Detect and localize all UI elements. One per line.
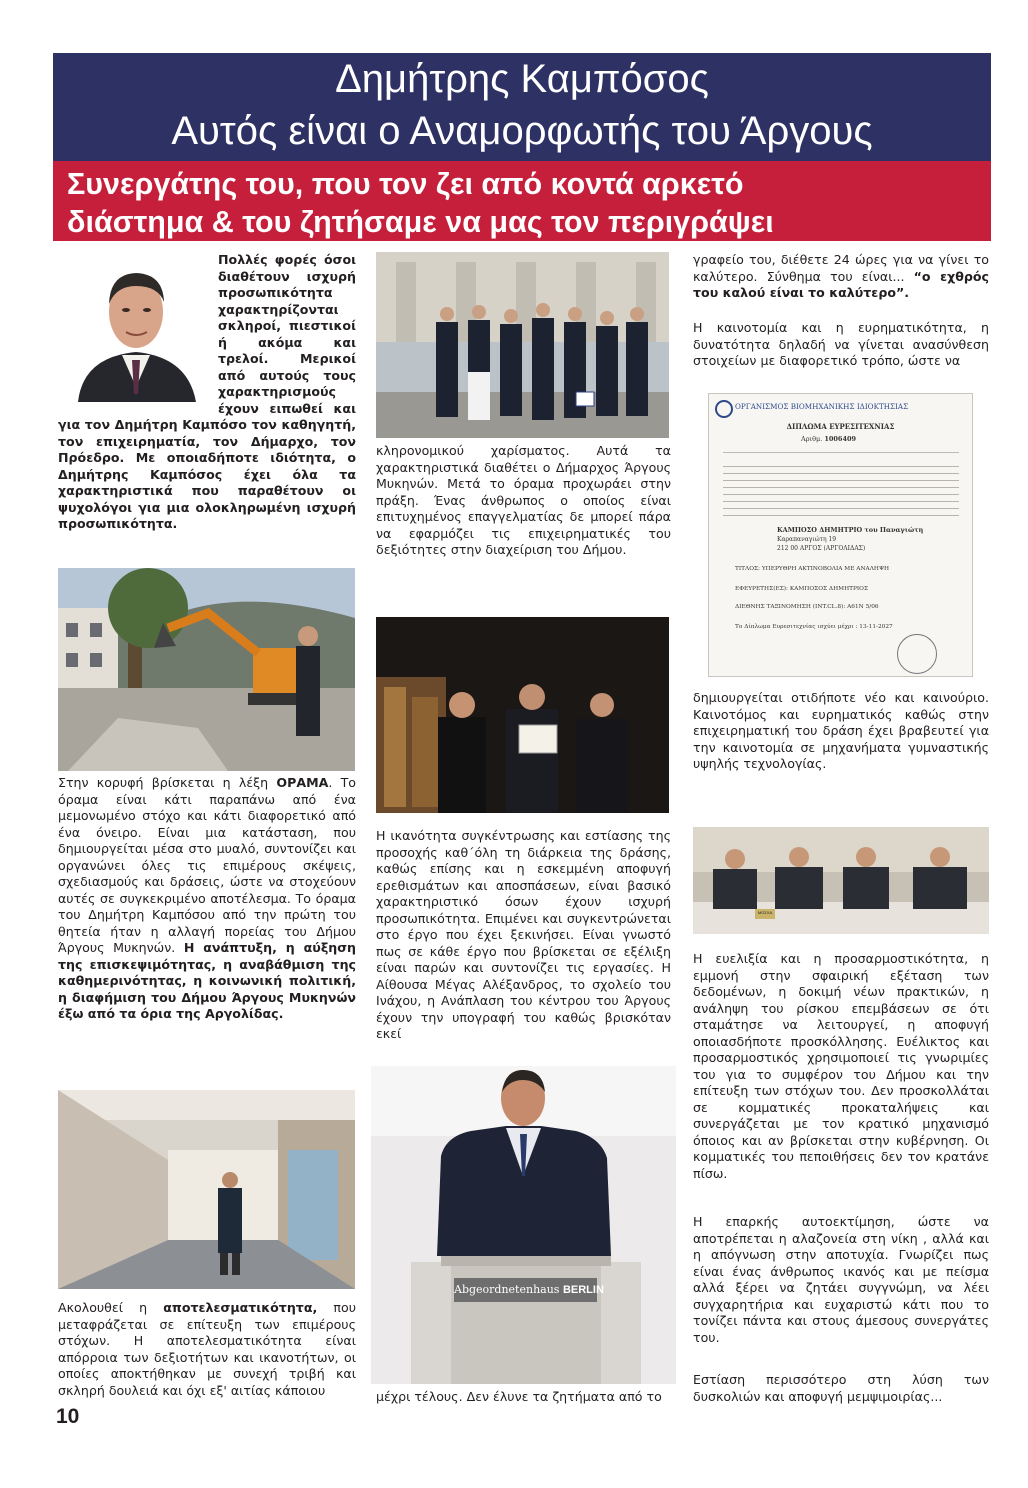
flexibility-paragraph: Η ευελιξία και η προσαρμοστικότητα, η εμμονή στην σφαιρική εξέταση των δεδομένων, η δοκιμή νέων πρακτικών, η ανάληψη του ρίσκου επεμβάσεων σε ότι σταμάτησε να λειτουργεί, η αποφυγή οποιασδήποτε προσκόλλησης. Ευέλικτος και προσαρμοστικός χρησιμοποιεί τις γνωριμίες του για το συμφέρον του Δήμου και την επίτευξη των στόχων του. Δεν προσκολλάται σε κομματικές προκαταλήψεις και συνεργάζεται με τον κρατικό μηχανισμό όποιος και αν βρίσκεται στην κυβέρνηση. Οι κομματικές του πεποιθήσεις δεν τον κρατάνε πίσω.: [693, 951, 989, 1181]
office-paragraph: γραφείο του, διέθετε 24 ώρες για να γίνει το καλύτερο. Σύνθημα του είναι... “ο εχθρός του καλού είναι το καλύτερο”.: [693, 252, 989, 300]
award-photo: [376, 617, 669, 813]
patent-certificate: ΟΡΓΑΝΙΣΜΟΣ ΒΙΟΜΗΧΑΝΙΚΗΣ ΙΔΙΟΚΤΗΣΙΑΣ ΔΙΠΛΩΜΑ ΕΥΡΕΣΙΤΕΧΝΙΑΣ Αριθμ. 1006409 ΚΑΜΠΟΣΟ ΔΗΜΗΤΡΙΟ του Παναγιώτη Καραπαναγιώτη 19 212 00 ΑΡΓΟΣ (ΑΡΓΟΛΙΔΑΣ) ΤΙΤΛΟΣ: ΥΠΕΡΥΘΡΗ ΑΚΤΙΝΟΒΟΛΙΑ ΜΕ ΑΝΑΛΗΨΗ ΕΦΕΥΡΕΤΗΣ(ΕΣ): ΚΑΜΠΟΣΟΣ ΔΗΜΗΤΡΙΟΣ ΔΙΕΘΝΗΣ ΤΑΞΙΝΟΜΗΣΗ (INT.CL.8): A61N 5/06 Το Δίπλωμα Ευρεσιτεχνίας ισχύει μέχρι : 13-11-2027: [708, 393, 973, 677]
charisma-paragraph: κληρονομικού χαρίσματος. Αυτά τα χαρακτηριστικά διαθέτει ο Δήμαρχος Άργους Μυκηνών. Μετά το όραμα προχωράει στην πράξη. Ένας άνθρωπος ο οποίος είναι επιτυχημένος επαγγελματίας δε μπορεί πάρα να εφαρμόζει τις επιχειρηματικές του δεξιότητες στην διαχείριση του Δήμου.: [376, 443, 671, 557]
corridor-photo: [58, 1090, 355, 1289]
intro-paragraph: Πολλές φορές όσοι διαθέτουν ισχυρή προσωπικότητα χαρακτηρίζονται σκληροί, πιεστικοί ή ακόμα και τρελοί. Μερικοί από αυτούς τους χαρακτηρισμούς έχουν ειπωθεί και για τον Δημήτρη Καμπόσο τον καθηγητή, τον επιχειρηματία, τον Δήμαρχο, τον Πρόεδρο. Με οποιαδήποτε ιδιότητα, ο Δημήτρης Καμπόσος έχει όλα τα χαρακτηριστικά που παραθέτουν οι ψυχολόγοι για μια ολοκληρωμένη ισχυρή προσωπικότητα.: [58, 252, 356, 531]
effectiveness-keyword: αποτελεσματικότητα,: [163, 1300, 318, 1315]
official-stamp: [897, 634, 937, 674]
headline-banner: [53, 53, 991, 161]
certificate-number: 1006409: [824, 435, 857, 443]
vision-keyword: ΟΡΑΜΑ: [276, 775, 329, 790]
certificate-title: ΔΙΠΛΩΜΑ ΕΥΡΕΣΙΤΕΧΝΙΑΣ: [786, 422, 895, 431]
effectiveness-paragraph: Ακολουθεί η αποτελεσματικότητα, που μεταφράζεται σε επίτευξη των επιμέρους στόχων. Η αποτελεσματικότητα είναι απόρροια των δεξιοτήτων και ικανοτήτων, οι οποίες αποκτήθηκαν με συνεχή τριβή και σκληρή δουλειά και όχι εξ' αιτίας κάποιου: [58, 1300, 356, 1398]
self-esteem-paragraph: Η επαρκής αυτοεκτίμηση, ώστε να αποτρέπεται η αλαζονεία στη νίκη , αλλά και η απόγνωση στην αποτυχία. Γνωρίζει πως είναι ένας άνθρωπος ικανός και με πείσμα αλλά ξέρει να ζητάει συγγνώμη, να λέει συγχαρητήρια και ευχαριστώ κάτι που το τονίζει πάντα και στους άμεσους συνεργάτες του.: [693, 1214, 989, 1345]
excavation-photo: [58, 568, 355, 771]
vision-paragraph: Στην κορυφή βρίσκεται η λέξη ΟΡΑΜΑ. Το όραμα είναι κάτι παραπάνω από ένα μεμονωμένο στόχο και κάτι διαφορετικό από ένα όνειρο. Είναι μια κατάσταση, που δημιουργείται μέσα στο μυαλό, συντονίζει και οργανώνει όλες τις επιμέρους σκέψεις, σχεδιασμούς και δράσεις, ώστε να στοχεύουν αυτές σε συγκεκριμένο αποτέλεσμα. Το όραμα του Δημήτρη Καμπόσου από την πρώτη του θητεία ήταν η αλλαγή πορείας του Δήμου Άργους Μυκηνών. Η ανάπτυξη, η αύξηση της επισκεψιμότητας, η αναβάθμιση της καθημερινότητας, η κοινωνική πολιτική, η διαφήμιση του Δήμου Άργους Μυκηνών έξω από τα όρια της Αργολίδας.: [58, 775, 357, 1021]
podium-sign: Abgeordnetenhaus BERLIN: [454, 1278, 597, 1302]
panel-photo: [693, 827, 989, 934]
subheadline-line-1: Συνεργάτης του, που τον ζει από κοντά αρκετό: [67, 167, 744, 201]
headline-line-1: Δημήτρης Καμπόσος: [335, 57, 709, 101]
subheadline-banner: [53, 161, 991, 241]
motto: “ο εχθρός του καλού είναι το καλύτερο”.: [693, 268, 989, 300]
creation-paragraph: δημιουργείται οτιδήποτε νέο και καινούριο. Καινοτόμος και ευρηματικός καθώς στην επιχειρηματική του δράση έχει βραβευτεί για την καινοτομία σε μηχανήματα γυμναστικής υψηλής τεχνολογίας.: [693, 690, 989, 771]
innovation-paragraph: Η καινοτομία και η ευρηματικότητα, η δυνατότητα δηλαδή να γίνεται ανασύνθεση στοιχείων με διαφορετικό τρόπο, ώστε να: [693, 320, 989, 368]
page-number: 10: [56, 1405, 80, 1428]
solutions-paragraph: Εστίαση περισσότερο στη λύση των δυσκολιών και αποφυγή μεμψιμοιρίας...: [693, 1372, 989, 1404]
end-paragraph: μέχρι τέλους. Δεν έλυνε τα ζητήματα από το: [376, 1389, 662, 1404]
table-sign: ΜΟΣΧΑ: [757, 910, 773, 915]
walking-group-photo: [376, 252, 669, 438]
headline-line-2: Αυτός είναι ο Αναμορφωτής του Άργους: [171, 109, 873, 153]
berlin-podium-photo: [371, 1066, 676, 1384]
focus-paragraph: Η ικανότητα συγκέντρωσης και εστίασης της προσοχής καθ΄όλη τη διάρκεια της δράσης, καθώς επίσης και η εσκεμμένη αποφυγή ερεθισμάτων και αποσπάσεων, είναι βασικό χαρακτηριστικό όσων έχουν ισχυρή προσωπικότητα. Επιμένει και συγκεντρώνεται στο έργο που έχει ξεκινήσει. Είναι γνωστό πως σε κάθε έργο που βρίσκεται σε εξέλιξη είναι παρών και συντονίζει τις εργασίες. Η Αίθουσα Μέγας Αλέξανδρος, το σχολείο του Ινάχου, η Ανάπλαση του κέντρου του Άργους έχουν την υπογραφή του καθώς βρισκόταν εκεί: [376, 828, 671, 1041]
subheadline-line-2: διάστημα & του ζητήσαμε να μας τον περιγράψει: [67, 205, 774, 239]
certificate-org: ΟΡΓΑΝΙΣΜΟΣ ΒΙΟΜΗΧΑΝΙΚΗΣ ΙΔΙΟΚΤΗΣΙΑΣ: [735, 402, 909, 411]
